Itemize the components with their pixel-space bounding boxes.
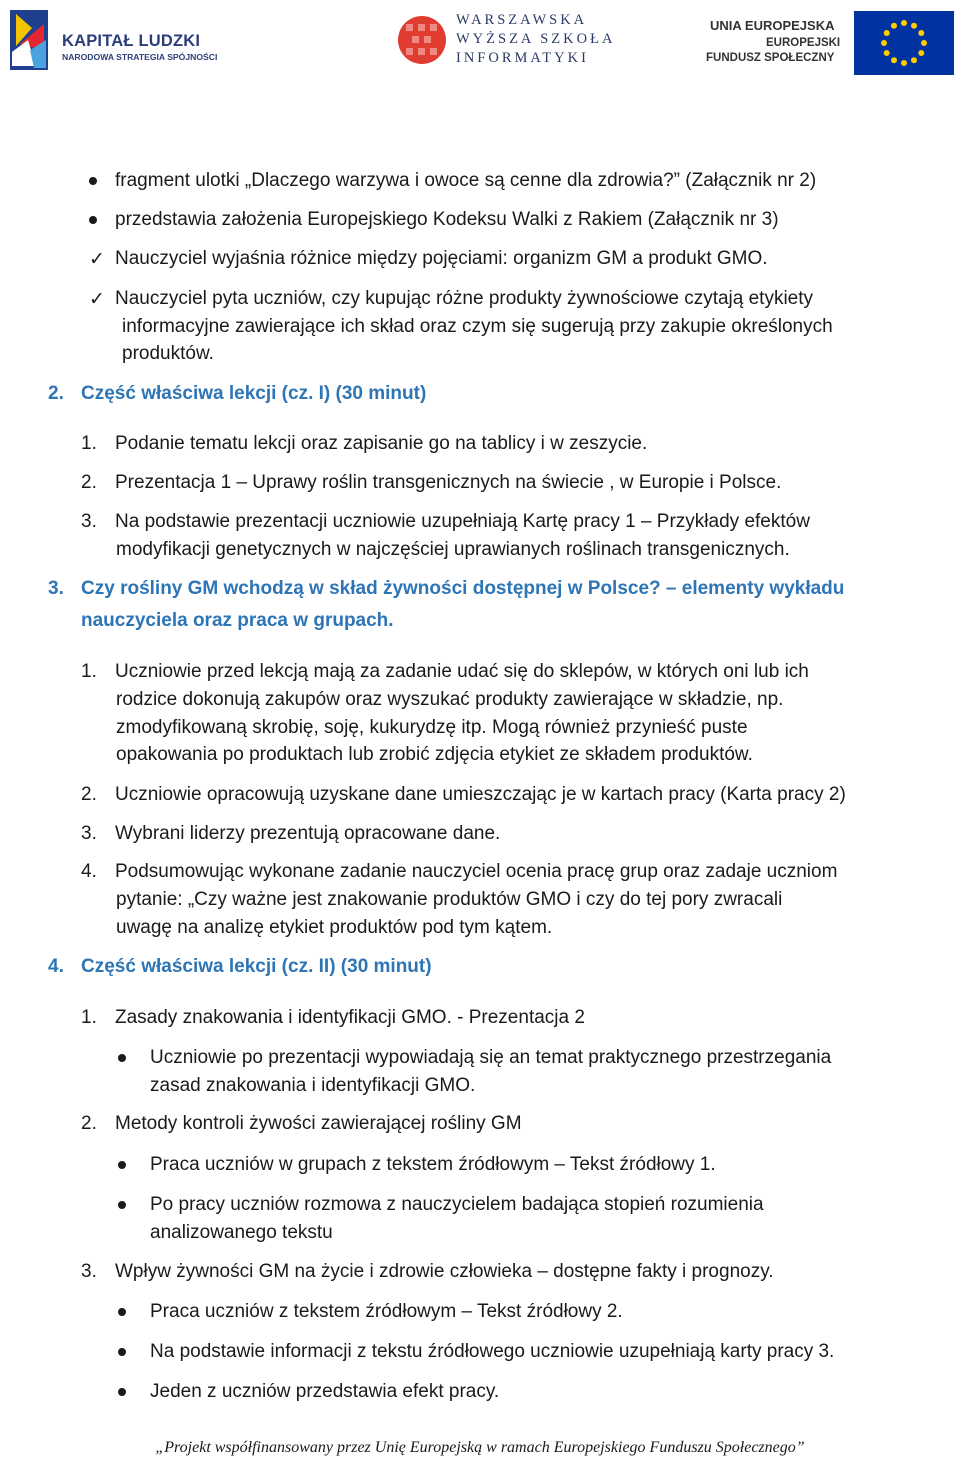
kapital-ludzki-logo (6, 6, 218, 74)
bullet-icon (118, 1388, 126, 1396)
section-2-item-3-number: 3. (81, 511, 97, 532)
eu-logo (704, 10, 956, 76)
section-4-item-1-number: 1. (81, 1007, 97, 1028)
check-item-2-line-3: produktów. (122, 343, 214, 364)
wwsi-line-2: WYŻSZA SZKOŁA (456, 31, 616, 47)
section-4-title: Część właściwa lekcji (cz. II) (30 minut) (81, 956, 432, 977)
section-2-item-2-number: 2. (81, 472, 97, 493)
wwsi-line-3: INFORMATYKI (456, 50, 589, 66)
section-3-item-4-number: 4. (81, 861, 97, 882)
check-item-2-line-2: informacyjne zawierające ich skład oraz czym się sugerują przy zakupie określonych (122, 316, 833, 337)
section-4-item-2-bullet-2-line-2: analizowanego tekstu (150, 1222, 333, 1243)
bullet-icon (89, 177, 97, 185)
wwsi-logo-icon (396, 14, 448, 66)
kapital-ludzki-title: KAPITAŁ LUDZKI (62, 32, 201, 50)
wwsi-line-1: WARSZAWSKA (456, 12, 588, 28)
section-3-item-4-line-1: Podsumowując wykonane zadanie nauczyciel ocenia pracę grup oraz zadaje uczniom (115, 861, 838, 882)
bullet-icon (118, 1201, 126, 1209)
section-3-item-3: Wybrani liderzy prezentują opracowane dane. (115, 823, 501, 844)
bullet-icon (118, 1161, 126, 1169)
section-4-item-2-bullet-1: Praca uczniów w grupach z tekstem źródłowym – Tekst źródłowy 1. (150, 1154, 716, 1175)
section-2-title: Część właściwa lekcji (cz. I) (30 minut) (81, 383, 427, 404)
bullet-icon (118, 1308, 126, 1316)
section-4-item-3-bullet-1: Praca uczniów z tekstem źródłowym – Tekst źródłowy 2. (150, 1301, 623, 1322)
top-bullet-2: przedstawia założenia Europejskiego Kodeksu Walki z Rakiem (Załącznik nr 3) (115, 209, 779, 230)
eu-title: UNIA EUROPEJSKA (710, 18, 835, 33)
top-bullet-1: fragment ulotki „Dlaczego warzywa i owoce są cenne dla zdrowia?” (Załącznik nr 2) (115, 170, 817, 191)
section-4-item-2: Metody kontroli żywości zawierającej rośliny GM (115, 1113, 522, 1134)
section-4-item-1: Zasady znakowania i identyfikacji GMO. - Prezentacja 2 (115, 1007, 585, 1028)
section-3-item-1-line-2: rodzice dokonują zakupów oraz wyszukać produkty zawierające w składzie, np. (116, 689, 784, 710)
section-4-item-3-number: 3. (81, 1261, 97, 1282)
section-4-item-1-bullet-1-line-2: zasad znakowania i identyfikacji GMO. (150, 1075, 476, 1096)
section-2-item-1-number: 1. (81, 433, 97, 454)
section-2-item-3-line-1: Na podstawie prezentacji uczniowie uzupełniają Kartę pracy 1 – Przykłady efektów (115, 511, 810, 532)
section-4-item-1-bullet-1-line-1: Uczniowie po prezentacji wypowiadają się an temat praktycznego przestrzegania (150, 1047, 832, 1068)
eu-flag-icon (854, 11, 954, 75)
section-3-item-1-line-3: zmodyfikowaną skrobię, soję, kukurydzę itp. Mogą również przynieść puste (116, 717, 748, 738)
section-3-item-3-number: 3. (81, 823, 97, 844)
section-3-item-2-number: 2. (81, 784, 97, 805)
section-3-item-4-line-3: uwagę na analizę etykiet produktów pod tym kątem. (116, 917, 553, 938)
section-3-item-4-line-2: pytanie: „Czy ważne jest znakowanie produktów GMO i czy do tej pory zwracali (116, 889, 783, 910)
check-item-2-line-1: Nauczyciel pyta uczniów, czy kupując różne produkty żywnościowe czytają etykiety (115, 288, 814, 309)
bullet-icon (89, 216, 97, 224)
section-4-item-3-bullet-3: Jeden z uczniów przedstawia efekt pracy. (150, 1381, 500, 1402)
eu-fund-line-2: FUNDUSZ SPOŁECZNY (706, 52, 835, 64)
section-3-item-1-number: 1. (81, 661, 97, 682)
section-3-number: 3. (48, 578, 64, 599)
section-2-item-3-line-2: modyfikacji genetycznych w najczęściej uprawianych roślinach transgenicznych. (116, 539, 790, 560)
section-4-item-3: Wpływ żywności GM na życie i zdrowie człowieka – dostępne fakty i prognozy. (115, 1261, 774, 1282)
wwsi-logo (396, 10, 616, 70)
section-4-item-2-bullet-2-line-1: Po pracy uczniów rozmowa z nauczycielem badająca stopień rozumienia (150, 1194, 764, 1215)
section-3-title-line-2: nauczyciela oraz praca w grupach. (81, 610, 394, 631)
check-icon: ✓ (89, 288, 105, 310)
check-icon: ✓ (89, 248, 105, 270)
page-header (0, 0, 960, 80)
kapital-ludzki-subtitle: NARODOWA STRATEGIA SPÓJNOŚCI (62, 52, 218, 62)
section-4-item-2-number: 2. (81, 1113, 97, 1134)
kapital-ludzki-logo-icon (6, 6, 50, 72)
section-4-number: 4. (48, 956, 64, 977)
section-3-title-line-1: Czy rośliny GM wchodzą w skład żywności dostępnej w Polsce? – elementy wykładu (81, 578, 845, 599)
section-3-item-1-line-1: Uczniowie przed lekcją mają za zadanie udać się do sklepów, w których oni lub ich (115, 661, 809, 682)
section-3-item-1-line-4: opakowania po produktach lub zrobić zdjęcia etykiet ze składem produktów. (116, 744, 753, 765)
section-2-item-1: Podanie tematu lekcji oraz zapisanie go na tablicy i w zeszycie. (115, 433, 648, 454)
section-4-item-3-bullet-2: Na podstawie informacji z tekstu źródłowego uczniowie uzupełniają karty pracy 3. (150, 1341, 835, 1362)
section-2-number: 2. (48, 383, 64, 404)
section-2-item-2: Prezentacja 1 – Uprawy roślin transgenicznych na świecie , w Europie i Polsce. (115, 472, 782, 493)
eu-fund-line-1: EUROPEJSKI (766, 37, 841, 49)
check-item-1: Nauczyciel wyjaśnia różnice między pojęciami: organizm GM a produkt GMO. (115, 248, 768, 269)
bullet-icon (118, 1348, 126, 1356)
bullet-icon (118, 1054, 126, 1062)
section-3-item-2: Uczniowie opracowują uzyskane dane umieszczając je w kartach pracy (Karta pracy 2) (115, 784, 846, 805)
page-footer: „Projekt współfinansowany przez Unię Europejską w ramach Europejskiego Funduszu Społecznego” (155, 1439, 805, 1456)
